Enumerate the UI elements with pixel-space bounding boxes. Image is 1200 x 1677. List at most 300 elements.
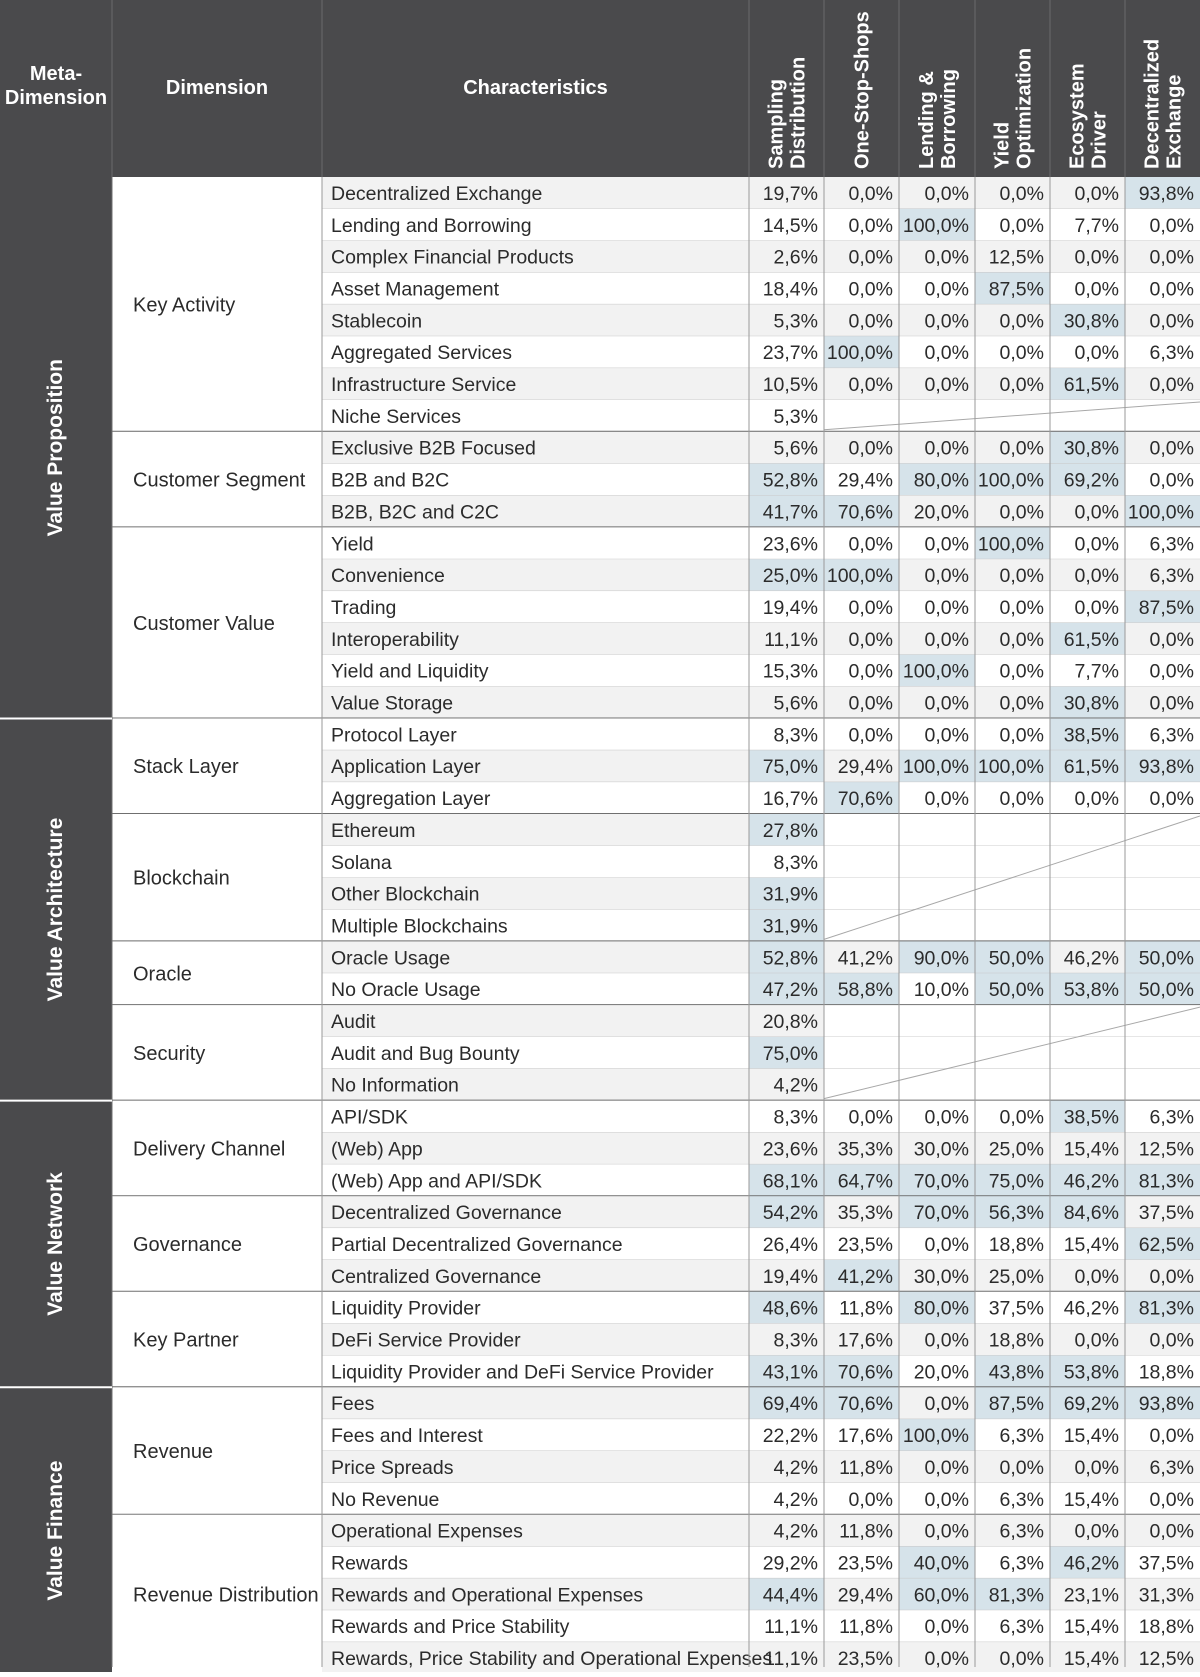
value-text: 100,0% <box>977 469 1044 492</box>
dimension-label: Blockchain <box>133 867 230 890</box>
value-text: 69,2% <box>1063 1393 1119 1416</box>
characteristic-label: Asset Management <box>331 278 500 301</box>
value-text: 30,0% <box>913 1265 969 1288</box>
value-text: 4,2% <box>773 1488 818 1511</box>
header-column-3 <box>916 69 960 169</box>
value-text: 0,0% <box>1074 342 1119 365</box>
value-text: 30,8% <box>1063 437 1119 460</box>
value-text: 52,8% <box>762 469 818 492</box>
value-text: 0,0% <box>1149 214 1194 237</box>
characteristic-label: Fees and Interest <box>331 1425 483 1448</box>
value-text: 0,0% <box>1149 469 1194 492</box>
value-text: 31,9% <box>762 915 818 938</box>
value-text: 0,0% <box>848 628 893 651</box>
value-text: 90,0% <box>913 947 969 970</box>
value-text: 10,5% <box>762 374 818 397</box>
value-text: 40,0% <box>913 1552 969 1575</box>
header-column-label: Ecosystem <box>1066 63 1089 169</box>
value-text: 100,0% <box>902 1425 969 1448</box>
value-text: 0,0% <box>924 1393 969 1416</box>
value-text: 12,5% <box>1138 1138 1194 1161</box>
value-text: 100,0% <box>1127 501 1194 524</box>
value-text: 0,0% <box>1074 1456 1119 1479</box>
value-text: 37,5% <box>1138 1552 1194 1575</box>
characteristic-label: No Oracle Usage <box>331 979 481 1002</box>
value-text: 0,0% <box>999 310 1044 333</box>
characteristic-label: Rewards and Operational Expenses <box>331 1584 644 1607</box>
value-text: 0,0% <box>924 533 969 556</box>
value-text: 62,5% <box>1138 1233 1194 1256</box>
characteristic-label: (Web) App <box>331 1138 423 1161</box>
dimension-label: Oracle <box>133 963 192 986</box>
value-text: 35,3% <box>837 1202 893 1225</box>
value-text: 0,0% <box>924 628 969 651</box>
value-text: 54,2% <box>762 1202 818 1225</box>
value-text: 0,0% <box>999 692 1044 715</box>
value-text: 23,5% <box>837 1233 893 1256</box>
value-text: 100,0% <box>902 756 969 779</box>
value-text: 0,0% <box>924 310 969 333</box>
value-text: 0,0% <box>1149 310 1194 333</box>
value-text: 69,4% <box>762 1393 818 1416</box>
dimension-label: Security <box>133 1042 206 1065</box>
meta-dimension-label: Value Finance <box>44 1460 67 1601</box>
value-text: 100,0% <box>826 565 893 588</box>
value-text: 10,0% <box>913 979 969 1002</box>
value-text: 44,4% <box>762 1584 818 1607</box>
value-text: 17,6% <box>837 1425 893 1448</box>
characteristic-label: No Information <box>331 1074 459 1097</box>
value-text: 0,0% <box>924 1616 969 1639</box>
value-text: 0,0% <box>924 1233 969 1256</box>
value-text: 0,0% <box>924 788 969 811</box>
value-text: 0,0% <box>1074 1265 1119 1288</box>
value-text: 4,2% <box>773 1074 818 1097</box>
characteristic-label: Yield <box>331 533 374 556</box>
value-text: 0,0% <box>1074 278 1119 301</box>
header-column-label: Lending & <box>916 71 938 169</box>
value-text: 27,8% <box>762 819 818 842</box>
value-text: 0,0% <box>848 374 893 397</box>
value-text: 0,0% <box>999 214 1044 237</box>
meta-dimension-label: Value Proposition <box>44 359 67 537</box>
value-text: 0,0% <box>1074 246 1119 269</box>
value-text: 0,0% <box>999 501 1044 524</box>
value-text: 6,3% <box>999 1616 1044 1639</box>
value-text: 81,3% <box>1138 1297 1194 1320</box>
characteristic-label: Liquidity Provider <box>331 1297 481 1320</box>
value-text: 0,0% <box>1149 1520 1194 1543</box>
value-text: 0,0% <box>999 182 1044 205</box>
value-text: 0,0% <box>848 1106 893 1129</box>
value-text: 0,0% <box>1149 788 1194 811</box>
value-text: 0,0% <box>924 596 969 619</box>
value-text: 6,3% <box>1149 724 1194 747</box>
characteristic-label: Oracle Usage <box>331 947 451 970</box>
characteristic-label: Interoperability <box>331 628 459 651</box>
characteristic-label: Stablecoin <box>331 310 423 333</box>
value-text: 25,0% <box>988 1138 1044 1161</box>
empty-cell <box>824 846 1200 878</box>
empty-cell <box>824 878 1200 910</box>
value-text: 8,3% <box>773 1106 818 1129</box>
value-text: 0,0% <box>848 310 893 333</box>
value-text: 70,0% <box>913 1170 969 1193</box>
value-text: 70,6% <box>837 501 893 524</box>
characteristic-label: Rewards, Price Stability and Operational Expenses <box>331 1648 773 1671</box>
value-text: 0,0% <box>999 342 1044 365</box>
value-text: 75,0% <box>988 1170 1044 1193</box>
value-text: 0,0% <box>1149 1488 1194 1511</box>
value-text: 100,0% <box>977 756 1044 779</box>
value-text: 15,4% <box>1063 1138 1119 1161</box>
value-text: 64,7% <box>837 1170 893 1193</box>
characteristic-label: Liquidity Provider and DeFi Service Provider <box>331 1361 714 1384</box>
characteristic-label: B2B and B2C <box>331 469 450 492</box>
characteristic-label: Lending and Borrowing <box>331 214 532 237</box>
value-text: 22,2% <box>762 1425 818 1448</box>
value-text: 47,2% <box>762 979 818 1002</box>
value-text: 70,6% <box>837 1361 893 1384</box>
value-text: 0,0% <box>1074 596 1119 619</box>
value-text: 11,1% <box>764 628 818 651</box>
value-text: 15,3% <box>762 660 818 683</box>
value-text: 100,0% <box>902 660 969 683</box>
value-text: 46,2% <box>1063 1297 1119 1320</box>
characteristic-label: Audit and Bug Bounty <box>331 1042 520 1065</box>
value-text: 0,0% <box>924 1329 969 1352</box>
value-text: 0,0% <box>1149 437 1194 460</box>
value-text: 0,0% <box>848 692 893 715</box>
header-column-label: Distribution <box>787 56 810 169</box>
value-text: 6,3% <box>1149 565 1194 588</box>
characteristic-label: Protocol Layer <box>331 724 457 747</box>
characteristic-label: Operational Expenses <box>331 1520 523 1543</box>
characteristic-label: Aggregated Services <box>331 342 513 365</box>
value-text: 0,0% <box>924 1520 969 1543</box>
value-text: 6,3% <box>1149 533 1194 556</box>
value-text: 0,0% <box>924 692 969 715</box>
value-text: 43,8% <box>988 1361 1044 1384</box>
value-text: 0,0% <box>848 246 893 269</box>
value-text: 0,0% <box>999 628 1044 651</box>
meta-dimension-label: Value Architecture <box>44 817 67 1002</box>
header-meta-dimension-line: Dimension <box>4 87 108 109</box>
value-text: 0,0% <box>924 1456 969 1479</box>
value-text: 0,0% <box>999 565 1044 588</box>
header-dimension: Dimension <box>165 77 269 99</box>
value-text: 93,8% <box>1138 182 1194 205</box>
characteristic-label: Multiple Blockchains <box>331 915 508 938</box>
characteristic-label: Application Layer <box>331 756 481 779</box>
value-text: 0,0% <box>1149 628 1194 651</box>
value-text: 18,4% <box>762 278 818 301</box>
characteristic-label: Value Storage <box>331 692 454 715</box>
value-text: 84,6% <box>1063 1202 1119 1225</box>
value-text: 18,8% <box>1138 1616 1194 1639</box>
header-column-label: Exchange <box>1163 74 1186 169</box>
value-text: 0,0% <box>924 565 969 588</box>
characteristic-label: Aggregation Layer <box>331 788 491 811</box>
value-text: 0,0% <box>924 278 969 301</box>
value-text: 15,4% <box>1063 1488 1119 1511</box>
header-column-label: Borrowing <box>938 69 960 169</box>
value-text: 29,2% <box>762 1552 818 1575</box>
value-text: 93,8% <box>1138 756 1194 779</box>
value-text: 0,0% <box>1149 374 1194 397</box>
characteristic-label: Price Spreads <box>331 1456 454 1479</box>
value-text: 29,4% <box>837 756 893 779</box>
value-text: 7,7% <box>1074 660 1119 683</box>
value-text: 0,0% <box>1074 501 1119 524</box>
value-text: 38,5% <box>1063 1106 1119 1129</box>
value-text: 12,5% <box>988 246 1044 269</box>
characteristic-label: DeFi Service Provider <box>331 1329 521 1352</box>
value-text: 5,3% <box>773 405 818 428</box>
header-characteristics: Characteristics <box>463 77 608 99</box>
characteristic-label: Yield and Liquidity <box>331 660 489 683</box>
value-text: 61,5% <box>1063 374 1119 397</box>
value-text: 6,3% <box>999 1520 1044 1543</box>
value-text: 23,7% <box>762 342 818 365</box>
value-text: 46,2% <box>1063 1170 1119 1193</box>
value-text: 0,0% <box>1074 1520 1119 1543</box>
value-text: 0,0% <box>924 1488 969 1511</box>
value-text: 100,0% <box>826 342 893 365</box>
value-text: 46,2% <box>1063 1552 1119 1575</box>
value-text: 52,8% <box>762 947 818 970</box>
value-text: 6,3% <box>999 1425 1044 1448</box>
value-text: 0,0% <box>999 660 1044 683</box>
value-text: 0,0% <box>1149 660 1194 683</box>
value-text: 19,4% <box>762 1265 818 1288</box>
value-text: 46,2% <box>1063 947 1119 970</box>
header-column-label: Optimization <box>1013 47 1036 169</box>
characteristic-label: Convenience <box>331 565 445 588</box>
characteristic-label: Partial Decentralized Governance <box>331 1233 623 1256</box>
value-text: 0,0% <box>924 1106 969 1129</box>
value-text: 50,0% <box>1138 979 1194 1002</box>
value-text: 23,6% <box>762 533 818 556</box>
characteristic-label: B2B, B2C and C2C <box>331 501 500 524</box>
dimension-label: Key Activity <box>133 294 236 317</box>
value-text: 2,6% <box>773 246 818 269</box>
value-text: 5,6% <box>773 692 818 715</box>
value-text: 0,0% <box>1149 1329 1194 1352</box>
meta-dimension-label: Value Network <box>44 1172 67 1316</box>
characteristic-label: Infrastructure Service <box>331 374 517 397</box>
value-text: 29,4% <box>837 469 893 492</box>
characteristic-cell <box>322 1387 749 1419</box>
value-text: 56,3% <box>988 1202 1044 1225</box>
value-text: 0,0% <box>848 724 893 747</box>
empty-cell <box>824 814 1200 846</box>
value-text: 0,0% <box>924 342 969 365</box>
value-text: 26,4% <box>762 1233 818 1256</box>
value-text: 31,9% <box>762 883 818 906</box>
value-text: 8,3% <box>773 724 818 747</box>
header-column-label: Yield <box>991 121 1014 169</box>
header-column-2 <box>852 11 874 169</box>
value-text: 20,0% <box>913 501 969 524</box>
value-text: 0,0% <box>1074 565 1119 588</box>
value-text: 61,5% <box>1063 756 1119 779</box>
characteristic-label: Exclusive B2B Focused <box>331 437 536 460</box>
value-text: 11,8% <box>839 1297 893 1320</box>
value-text: 0,0% <box>999 724 1044 747</box>
value-text: 53,8% <box>1063 1361 1119 1384</box>
value-text: 100,0% <box>977 533 1044 556</box>
value-text: 0,0% <box>848 278 893 301</box>
value-text: 23,1% <box>1063 1584 1119 1607</box>
value-text: 0,0% <box>1149 1425 1194 1448</box>
characteristic-label: Decentralized Governance <box>331 1202 562 1225</box>
value-text: 100,0% <box>902 214 969 237</box>
value-text: 70,6% <box>837 1393 893 1416</box>
value-text: 0,0% <box>924 437 969 460</box>
value-text: 6,3% <box>1149 1106 1194 1129</box>
dimension-label: Stack Layer <box>133 756 239 779</box>
value-text: 6,3% <box>1149 342 1194 365</box>
value-text: 50,0% <box>988 979 1044 1002</box>
value-text: 29,4% <box>837 1584 893 1607</box>
dimension-label: Delivery Channel <box>133 1138 286 1161</box>
value-text: 80,0% <box>913 1297 969 1320</box>
value-text: 0,0% <box>999 374 1044 397</box>
value-text: 41,2% <box>837 1265 893 1288</box>
value-text: 11,8% <box>839 1616 893 1639</box>
value-text: 35,3% <box>837 1138 893 1161</box>
value-text: 0,0% <box>924 374 969 397</box>
value-text: 18,8% <box>988 1329 1044 1352</box>
characteristic-label: Centralized Governance <box>331 1265 542 1288</box>
dimension-label: Revenue Distribution <box>133 1584 319 1607</box>
value-text: 37,5% <box>988 1297 1044 1320</box>
value-text: 0,0% <box>848 437 893 460</box>
value-text: 12,5% <box>1138 1648 1194 1671</box>
value-text: 8,3% <box>773 851 818 874</box>
value-text: 43,1% <box>762 1361 818 1384</box>
characteristic-label: Solana <box>331 851 392 874</box>
value-text: 7,7% <box>1074 214 1119 237</box>
value-text: 16,7% <box>762 788 818 811</box>
value-text: 50,0% <box>1138 947 1194 970</box>
empty-cell <box>824 910 1200 942</box>
characteristic-label: Other Blockchain <box>331 883 480 906</box>
value-text: 93,8% <box>1138 1393 1194 1416</box>
value-text: 0,0% <box>848 1488 893 1511</box>
characteristic-label: API/SDK <box>331 1106 408 1129</box>
dimension-label: Revenue <box>133 1441 214 1463</box>
characteristic-label: Rewards and Price Stability <box>331 1616 570 1639</box>
value-text: 61,5% <box>1063 628 1119 651</box>
value-text: 5,6% <box>773 437 818 460</box>
characteristic-label: No Revenue <box>331 1488 440 1511</box>
value-text: 0,0% <box>1074 533 1119 556</box>
value-text: 19,4% <box>762 596 818 619</box>
value-text: 0,0% <box>999 437 1044 460</box>
value-text: 0,0% <box>999 788 1044 811</box>
header-column-label: One-Stop-Shops <box>851 11 874 169</box>
characteristic-cell <box>322 1005 749 1037</box>
value-text: 0,0% <box>1149 246 1194 269</box>
value-text: 50,0% <box>988 947 1044 970</box>
value-text: 0,0% <box>1149 278 1194 301</box>
value-text: 0,0% <box>848 214 893 237</box>
value-text: 87,5% <box>988 278 1044 301</box>
characteristic-label: Rewards <box>331 1552 408 1575</box>
header-column-label: Sampling <box>765 78 788 169</box>
value-text: 6,3% <box>1149 1456 1194 1479</box>
value-text: 37,5% <box>1138 1202 1194 1225</box>
value-text: 53,8% <box>1063 979 1119 1002</box>
value-text: 60,0% <box>913 1584 969 1607</box>
value-text: 19,7% <box>762 182 818 205</box>
value-text: 0,0% <box>999 596 1044 619</box>
value-text: 15,4% <box>1063 1233 1119 1256</box>
value-text: 11,1% <box>764 1648 818 1671</box>
characteristic-label: Niche Services <box>331 405 462 428</box>
dimension-label: Customer Value <box>133 612 275 635</box>
value-text: 38,5% <box>1063 724 1119 747</box>
value-text: 14,5% <box>762 214 818 237</box>
value-text: 48,6% <box>762 1297 818 1320</box>
value-text: 0,0% <box>924 1648 969 1671</box>
header-meta-dimension-line: Meta- <box>29 63 83 85</box>
characteristic-label: Fees <box>331 1393 375 1416</box>
value-text: 70,6% <box>837 788 893 811</box>
characteristic-label: (Web) App and API/SDK <box>331 1170 543 1193</box>
value-text: 23,5% <box>837 1552 893 1575</box>
value-text: 0,0% <box>999 1106 1044 1129</box>
value-text: 4,2% <box>773 1456 818 1479</box>
value-text: 20,8% <box>762 1011 818 1034</box>
value-text: 41,2% <box>837 947 893 970</box>
value-text: 70,0% <box>913 1202 969 1225</box>
value-text: 41,7% <box>762 501 818 524</box>
value-text: 69,2% <box>1063 469 1119 492</box>
value-text: 25,0% <box>762 565 818 588</box>
characteristic-label: Audit <box>331 1011 376 1034</box>
value-text: 11,8% <box>839 1456 893 1479</box>
value-text: 81,3% <box>988 1584 1044 1607</box>
value-text: 0,0% <box>1149 1265 1194 1288</box>
characteristic-label: Ethereum <box>331 819 416 842</box>
value-text: 80,0% <box>913 469 969 492</box>
header-column-label: Driver <box>1088 111 1111 169</box>
dimension-label: Key Partner <box>133 1329 239 1352</box>
value-text: 15,4% <box>1063 1425 1119 1448</box>
value-text: 6,3% <box>999 1552 1044 1575</box>
dimension-label: Governance <box>133 1233 242 1256</box>
characteristic-label: Trading <box>331 596 397 619</box>
value-text: 0,0% <box>999 1456 1044 1479</box>
value-text: 0,0% <box>848 533 893 556</box>
value-text: 0,0% <box>924 724 969 747</box>
characteristic-label: Complex Financial Products <box>331 246 574 269</box>
value-text: 20,0% <box>913 1361 969 1384</box>
value-text: 87,5% <box>988 1393 1044 1416</box>
value-text: 17,6% <box>837 1329 893 1352</box>
value-text: 87,5% <box>1138 596 1194 619</box>
value-text: 5,3% <box>773 310 818 333</box>
dimension-label: Customer Segment <box>133 469 306 492</box>
value-text: 58,8% <box>837 979 893 1002</box>
value-text: 31,3% <box>1138 1584 1194 1607</box>
value-text: 18,8% <box>1138 1361 1194 1384</box>
value-text: 30,0% <box>913 1138 969 1161</box>
value-text: 11,1% <box>764 1616 818 1639</box>
